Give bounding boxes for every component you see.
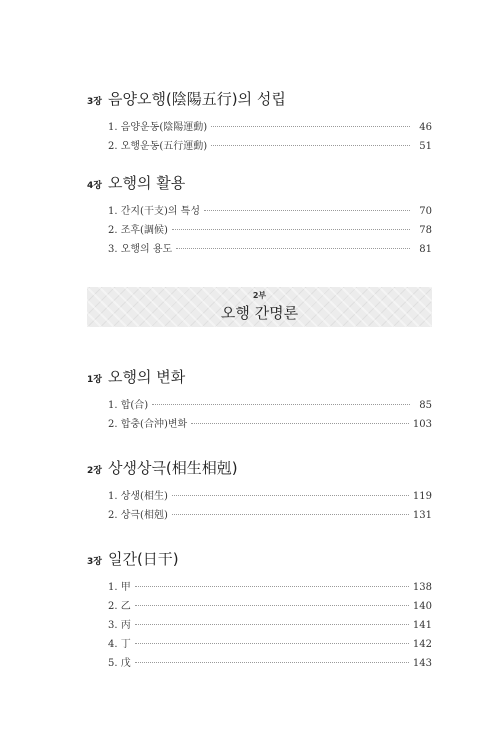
chapter-number: 2장 bbox=[87, 466, 102, 476]
toc-entry[interactable] bbox=[108, 487, 432, 506]
dot-leader bbox=[135, 624, 409, 625]
entry-label: 2. 합충(合沖)변화 bbox=[108, 419, 188, 430]
entry-label: 1. 甲 bbox=[108, 582, 131, 593]
dot-leader bbox=[135, 643, 409, 644]
toc-entry[interactable] bbox=[108, 202, 432, 221]
page-number: 103 bbox=[412, 419, 432, 430]
chapter-block bbox=[87, 457, 432, 525]
chapter-heading[interactable] bbox=[87, 88, 432, 112]
toc-entry[interactable] bbox=[108, 221, 432, 240]
toc-entry[interactable] bbox=[108, 415, 432, 434]
page-number: 141 bbox=[412, 620, 432, 631]
page-number: 81 bbox=[419, 244, 432, 255]
chapter-number: 3장 bbox=[87, 97, 102, 107]
page-number: 70 bbox=[419, 206, 432, 217]
toc-entry[interactable] bbox=[108, 137, 432, 156]
toc-entry[interactable] bbox=[108, 578, 432, 597]
page-number: 140 bbox=[412, 601, 432, 612]
dot-leader bbox=[135, 662, 409, 663]
entry-list bbox=[108, 578, 432, 673]
dot-leader bbox=[135, 605, 409, 606]
chapter-number: 1장 bbox=[87, 375, 102, 385]
chapter-heading[interactable] bbox=[87, 366, 432, 390]
entry-label: 1. 음양운동(陰陽運動) bbox=[108, 122, 208, 133]
chapter-heading[interactable] bbox=[87, 172, 432, 196]
entry-label: 2. 조후(調候) bbox=[108, 225, 168, 236]
chapter-block bbox=[87, 366, 432, 434]
page-number: 51 bbox=[419, 141, 432, 152]
entry-list bbox=[108, 202, 432, 259]
dot-leader bbox=[172, 495, 409, 496]
entry-list bbox=[108, 396, 432, 434]
page-number: 85 bbox=[419, 400, 432, 411]
entry-label: 5. 戊 bbox=[108, 658, 131, 669]
part-divider-band bbox=[87, 287, 432, 327]
chapter-block bbox=[87, 88, 432, 156]
toc-entry[interactable] bbox=[108, 118, 432, 137]
toc-entry[interactable] bbox=[108, 240, 432, 259]
dot-leader bbox=[176, 248, 410, 249]
entry-label: 3. 丙 bbox=[108, 620, 131, 631]
dot-leader bbox=[211, 145, 410, 146]
dot-leader bbox=[211, 126, 410, 127]
dot-leader bbox=[191, 423, 409, 424]
chapter-number: 3장 bbox=[87, 557, 102, 567]
chapter-title: 일간(日干) bbox=[107, 550, 179, 568]
toc-entry[interactable] bbox=[108, 616, 432, 635]
chapter-title: 상생상극(相生相剋) bbox=[107, 459, 238, 477]
page-number: 78 bbox=[419, 225, 432, 236]
page-number: 143 bbox=[412, 658, 432, 669]
chapter-title: 오행의 변화 bbox=[107, 368, 186, 386]
toc-entry[interactable] bbox=[108, 396, 432, 415]
part-label: 2부 bbox=[252, 291, 267, 300]
chapter-heading[interactable] bbox=[87, 548, 432, 572]
entry-label: 2. 상극(相剋) bbox=[108, 510, 168, 521]
entry-label: 1. 간지(干支)의 특성 bbox=[108, 206, 201, 217]
chapter-block bbox=[87, 548, 432, 673]
page-number: 46 bbox=[419, 122, 432, 133]
chapter-block bbox=[87, 172, 432, 259]
entry-label: 2. 乙 bbox=[108, 601, 131, 612]
dot-leader bbox=[204, 210, 410, 211]
dot-leader bbox=[152, 404, 410, 405]
page-number: 142 bbox=[412, 639, 432, 650]
dot-leader bbox=[172, 514, 409, 515]
entry-label: 4. 丁 bbox=[108, 639, 131, 650]
chapter-title: 음양오행(陰陽五行)의 성립 bbox=[107, 90, 286, 108]
chapter-title: 오행의 활용 bbox=[107, 174, 186, 192]
toc-entry[interactable] bbox=[108, 654, 432, 673]
toc-entry[interactable] bbox=[108, 597, 432, 616]
entry-label: 1. 합(合) bbox=[108, 400, 149, 411]
page-number: 138 bbox=[412, 582, 432, 593]
entry-label: 3. 오행의 용도 bbox=[108, 244, 173, 255]
page-number: 131 bbox=[412, 510, 432, 521]
entry-label: 2. 오행운동(五行運動) bbox=[108, 141, 208, 152]
page-number: 119 bbox=[412, 491, 432, 502]
toc-entry[interactable] bbox=[108, 635, 432, 654]
part-title: 오행 간명론 bbox=[220, 304, 299, 322]
chapter-heading[interactable] bbox=[87, 457, 432, 481]
dot-leader bbox=[135, 586, 409, 587]
chapter-number: 4장 bbox=[87, 181, 102, 191]
entry-list bbox=[108, 118, 432, 156]
toc-entry[interactable] bbox=[108, 506, 432, 525]
entry-list bbox=[108, 487, 432, 525]
entry-label: 1. 상생(相生) bbox=[108, 491, 168, 502]
dot-leader bbox=[172, 229, 410, 230]
